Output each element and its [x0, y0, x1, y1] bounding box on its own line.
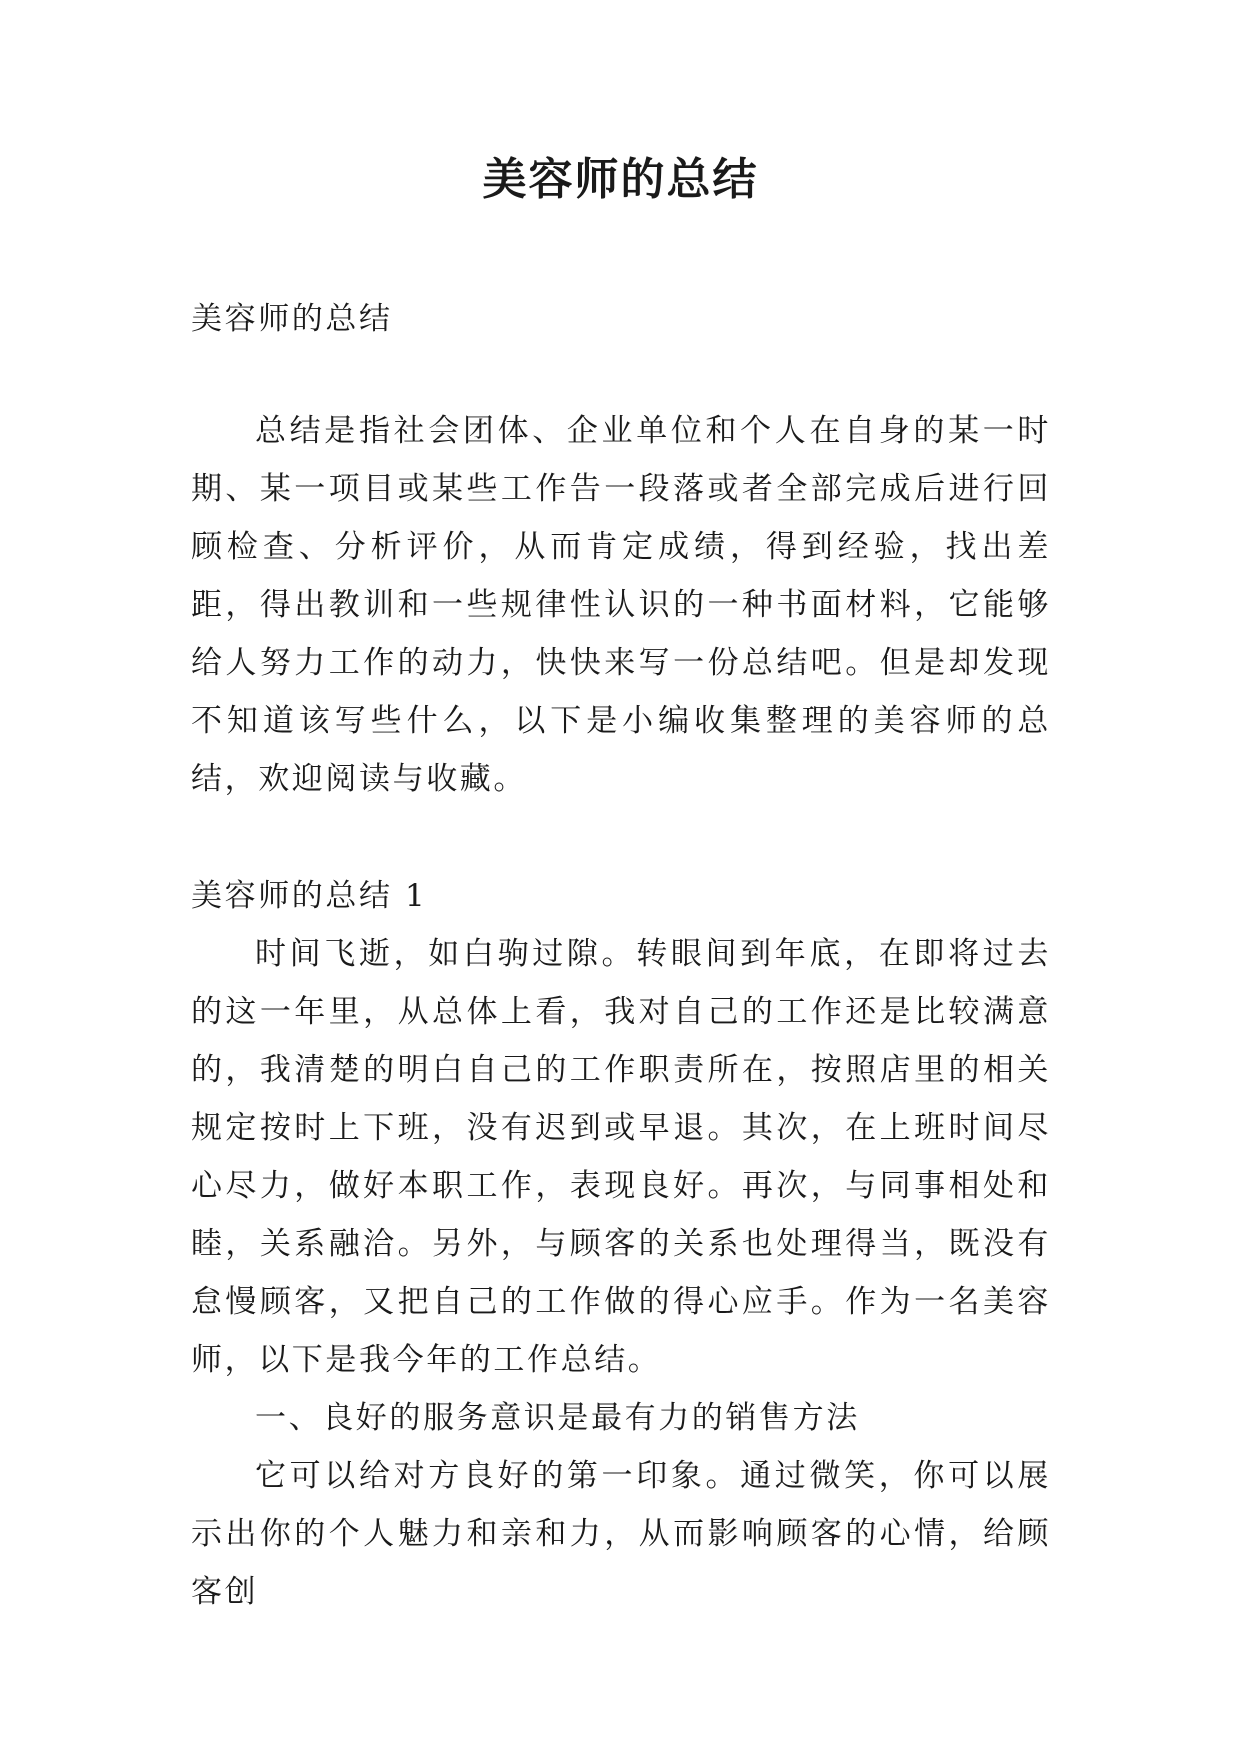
section-paragraph: 它可以给对方良好的第一印象。通过微笑，你可以展示出你的个人魅力和亲和力，从而影响顾客的心情，给顾客创	[191, 1458, 1051, 1610]
section-subheading: 一、良好的服务意识是最有力的销售方法	[255, 1400, 860, 1436]
document-subtitle: 美容师的总结	[191, 301, 393, 337]
section-heading: 美容师的总结 1	[191, 878, 428, 914]
section-body	[191, 925, 1051, 1621]
intro-paragraph: 总结是指社会团体、企业单位和个人在自身的某一时期、某一项目或某些工作告一段落或者全部完成后进行回顾检查、分析评价，从而肯定成绩，得到经验，找出差距，得出教训和一些规律性认识的一种书面材料，它能够给人努力工作的动力，快快来写一份总结吧。但是却发现不知道该写些什么，以下是小编收集整理的美容师的总结，欢迎阅读与收藏。	[191, 413, 1051, 797]
document-title: 美容师的总结	[482, 154, 759, 205]
section-paragraph: 时间飞逝，如白驹过隙。转眼间到年底，在即将过去的这一年里，从总体上看，我对自己的工作还是比较满意的，我清楚的明白自己的工作职责所在，按照店里的相关规定按时上下班，没有迟到或早退。其次，在上班时间尽心尽力，做好本职工作，表现良好。再次，与同事相处和睦，关系融洽。另外，与顾客的关系也处理得当，既没有怠慢顾客，又把自己的工作做的得心应手。作为一名美容师，以下是我今年的工作总结。	[191, 936, 1051, 1378]
